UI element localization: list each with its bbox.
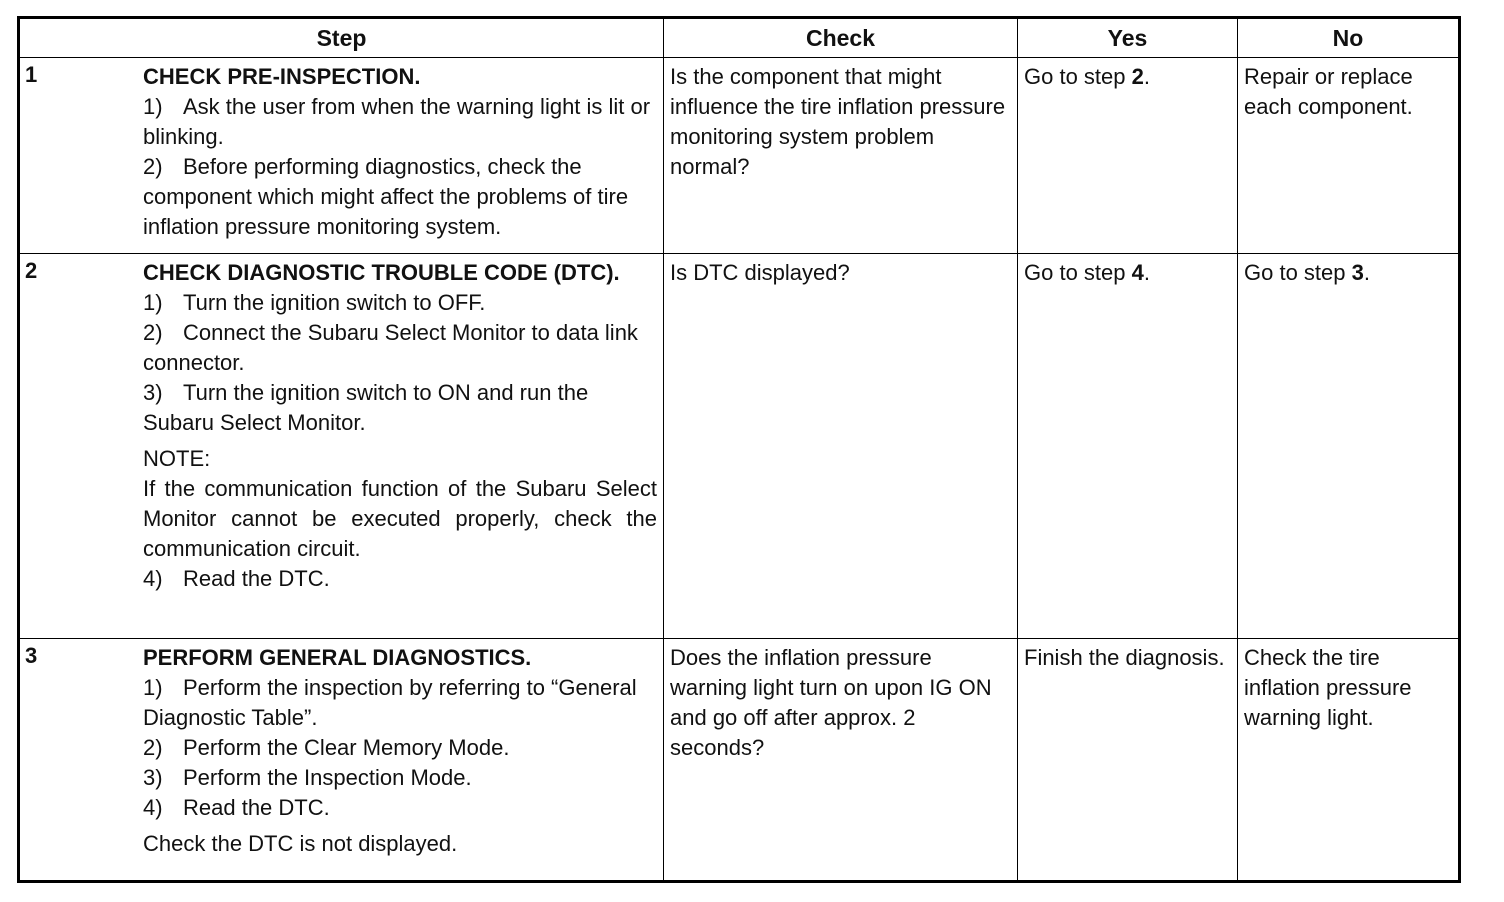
instruction-text: Turn the ignition switch to ON and run the Subaru Select Monitor. (143, 380, 589, 435)
yes-cell (1018, 254, 1238, 639)
no-step-ref: 3 (1351, 260, 1364, 285)
step-title: PERFORM GENERAL DIAGNOSTICS. (143, 645, 532, 670)
no-suffix: . (1363, 260, 1370, 285)
instruction-text: Perform the inspection by referring to “General Diagnostic Table”. (143, 675, 637, 730)
no-cell: Repair or replace each component. (1238, 58, 1460, 254)
step-instruction (143, 378, 657, 438)
instruction-text: Ask the user from when the warning light is lit or blinking. (143, 94, 651, 149)
step-title: CHECK DIAGNOSTIC TROUBLE CODE (DTC). (143, 260, 620, 285)
instruction-text: Read the DTC. (183, 795, 330, 820)
instruction-text: Before performing diagnostics, check the component which might affect the problems of tire inflation pressure monitoring system. (143, 154, 629, 239)
no-cell (1238, 254, 1460, 639)
instruction-number: 1) (143, 94, 163, 119)
instruction-number: 3) (143, 380, 163, 405)
yes-prefix: Go to step (1024, 260, 1132, 285)
step-cell (19, 254, 664, 639)
check-cell: Is the component that might influence the tire inflation pressure monitoring system problem normal? (664, 58, 1018, 254)
instruction-number: 2) (143, 735, 163, 760)
check-cell: Does the inflation pressure warning light turn on upon IG ON and go off after approx. 2 seconds? (664, 639, 1018, 882)
yes-prefix: Go to step (1024, 64, 1132, 89)
table-row (19, 254, 1460, 639)
step-instruction (143, 318, 657, 378)
check-cell: Is DTC displayed? (664, 254, 1018, 639)
header-no: No (1238, 18, 1460, 58)
step-instruction (143, 288, 657, 318)
instruction-text: Perform the Clear Memory Mode. (183, 735, 510, 760)
step-instruction (143, 763, 657, 793)
diagnostic-table (17, 16, 1461, 883)
step-conclusion: Check the DTC is not displayed. (143, 831, 458, 856)
header-check: Check (664, 18, 1018, 58)
header-step: Step (19, 18, 664, 58)
no-prefix: Go to step (1244, 260, 1352, 285)
step-instruction (143, 793, 657, 823)
instruction-number: 4) (143, 566, 163, 591)
step-instruction (143, 152, 657, 242)
instruction-number: 2) (143, 320, 163, 345)
step-instruction (143, 564, 657, 594)
table-row (19, 639, 1460, 882)
step-title: CHECK PRE-INSPECTION. (143, 64, 421, 89)
step-number: 1 (25, 62, 38, 87)
table-header-row (19, 18, 1460, 58)
instruction-number: 4) (143, 795, 163, 820)
instruction-text: Connect the Subaru Select Monitor to data link connector. (143, 320, 638, 375)
yes-suffix: . (1143, 260, 1150, 285)
step-instruction (143, 92, 657, 152)
step-instruction (143, 673, 657, 733)
instruction-number: 2) (143, 154, 163, 179)
no-cell: Check the tire inflation pressure warning light. (1238, 639, 1460, 882)
yes-step-ref: 4 (1131, 260, 1144, 285)
header-yes: Yes (1018, 18, 1238, 58)
table-row (19, 58, 1460, 254)
step-cell (19, 58, 664, 254)
step-instruction (143, 733, 657, 763)
yes-suffix: . (1143, 64, 1150, 89)
yes-cell: Finish the diagnosis. (1018, 639, 1238, 882)
step-number: 3 (25, 643, 38, 668)
instruction-text: Perform the Inspection Mode. (183, 765, 472, 790)
instruction-number: 1) (143, 290, 163, 315)
step-number: 2 (25, 258, 38, 283)
note-label: NOTE: (143, 446, 211, 471)
yes-cell (1018, 58, 1238, 254)
instruction-text: Read the DTC. (183, 566, 330, 591)
yes-step-ref: 2 (1131, 64, 1144, 89)
step-cell (19, 639, 664, 882)
instruction-text: Turn the ignition switch to OFF. (183, 290, 486, 315)
instruction-number: 3) (143, 765, 163, 790)
note-text: If the communication function of the Subaru Select Monitor cannot be executed properly, check the communication circuit. (143, 476, 657, 561)
instruction-number: 1) (143, 675, 163, 700)
